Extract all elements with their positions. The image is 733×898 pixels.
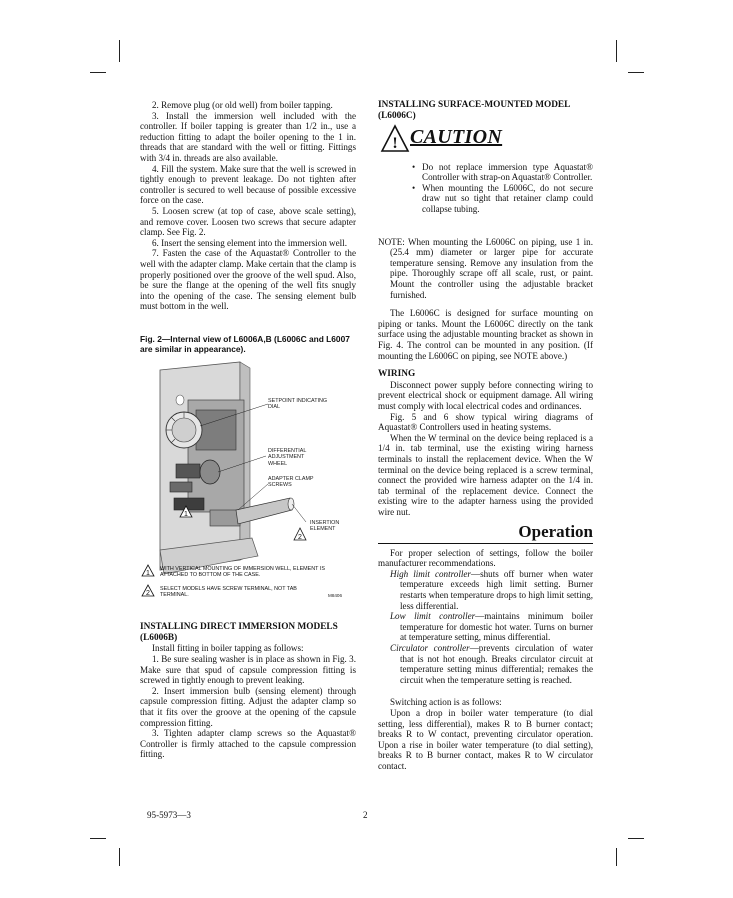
controller-item xyxy=(378,611,593,643)
figure-note: SELECT MODELS HAVE SCREW TERMINAL, NOT TAB TERMINAL. xyxy=(160,585,297,599)
paragraph: Fig. 5 and 6 show typical wiring diagrams of Aquastat® Controllers used in heating systems. xyxy=(378,411,593,433)
figure-2 xyxy=(140,360,360,618)
paragraph: For proper selection of settings, follow the boiler manufacturer recommendations. xyxy=(378,547,593,569)
label-differential-wheel: DIFFERENTIAL ADJUSTMENT WHEEL xyxy=(268,447,307,467)
controller-item xyxy=(378,643,593,685)
crop-mark xyxy=(616,848,617,866)
caution-list xyxy=(378,162,593,215)
label-insertion-element: INSERTION ELEMENT xyxy=(310,519,340,533)
step-paragraph: 4. Fill the system. Make sure that the well is screwed in tightly enough to prevent leakage. Do not tighten after controller is secured to well because of possible excessive force on the case. xyxy=(140,163,356,206)
paragraph: When the W terminal on the device being replaced is a 1/4 in. tab terminal, use the existing wiring harness terminals to install the replacement device. When the W terminal on the device being replaced is a screw terminal, connect the provided wire harness adapter on the 1/4 in. tab terminal of the replacement device. Connect the existing wire to the adapter harness using the provided wire nut. xyxy=(378,432,593,518)
crop-mark xyxy=(616,40,617,62)
right-column xyxy=(378,100,593,771)
figure-caption: Fig. 2—Internal view of L6006A,B (L6006C and L6007 are similar in appearance). xyxy=(140,333,350,354)
controller-text: —prevents circulation of water that is not hot enough. Breaks circulator circuit at temperature setting minus differential; remakes the circuit when the temperature setting is reached. xyxy=(400,642,593,685)
step-paragraph: 7. Fasten the case of the Aquastat® Controller to the well with the adapter clamp. Make certain that the clamp is properly positioned over the groove of the well spud. Also, be sure the flange at the opening of the well fits snugly into the opening of the case. The sensing element bulb must bottom in the well. xyxy=(140,248,356,312)
step-paragraph: 2. Remove plug (or old well) from boiler tapping. xyxy=(152,100,333,110)
controller-term: Circulator controller xyxy=(390,642,470,653)
section-heading: WIRING xyxy=(378,369,416,380)
step-paragraph: 3. Install the immersion well included with the controller. If boiler tapping is greater than 1/2 in., use a reduction fitting to adapt the boiler opening to the 1 in. threads that are standard with the well or fitting. Fittings with 3/4 in. threads are also available. xyxy=(140,110,356,163)
svg-text:1: 1 xyxy=(184,510,188,518)
step-paragraph: 6. Insert the sensing element into the immersion well. xyxy=(152,237,347,248)
warning-icon xyxy=(380,124,410,154)
page-number: 2 xyxy=(363,810,368,820)
controller-text: —shuts off burner when water temperature exceeds high limit setting. Burner restarts when temperature drops to high limit setting, less differential. xyxy=(400,568,593,611)
note-paragraph: NOTE: When mounting the L6006C on piping, use 1 in. (25.4 mm) diameter or larger pipe for accurate temperature sensing. Remove any insulation from the pipe. Thoroughly scrape off all scale, rust, or paint. Mount the controller using the adjustable bracket furnished. xyxy=(378,236,593,300)
left-column xyxy=(140,100,356,760)
controller-item xyxy=(378,569,593,611)
caution-header xyxy=(378,122,593,162)
label-setpoint-dial: SETPOINT INDICATING DIAL xyxy=(268,397,328,411)
paragraph: Disconnect power supply before connecting wiring to prevent electrical shock or equipment damage. All wiring must comply with local electrical codes and ordinances. xyxy=(378,379,593,412)
paragraph: Upon a drop in boiler water temperature (to dial setting, less differential), makes R to B burner contact; breaks R to W contact, preventing circulator operation. Upon a rise in boiler water temperature (to dial setting), breaks R to B burner contact, makes R to W circulator contact. xyxy=(378,707,593,771)
svg-text:2: 2 xyxy=(298,533,302,541)
step-paragraph: 5. Loosen screw (at top of case, above scale setting), and remove cover. Loosen two screws that secure adapter clamp. See Fig. 2. xyxy=(140,205,356,238)
crop-mark xyxy=(119,848,120,866)
controller-term: High limit controller xyxy=(390,568,471,579)
document-number: 95-5973—3 xyxy=(147,810,191,820)
controller-text: —maintains minimum boiler temperature for domestic hot water. Turns on burner at temperature setting, minus differential. xyxy=(400,611,593,643)
crop-mark xyxy=(628,838,644,839)
step-paragraph: 3. Tighten adapter clamp screws so the Aquastat® Controller is firmly attached to the capsule compression fitting. xyxy=(140,728,356,760)
caution-item: • When mounting the L6006C, do not secure draw nut so tight that retainer clamp could collapse tubing. xyxy=(422,183,593,215)
caution-title: CAUTION xyxy=(410,125,503,148)
paragraph: Switching action is as follows: xyxy=(390,697,502,708)
svg-text:!: ! xyxy=(392,134,398,152)
section-heading: INSTALLING SURFACE-MOUNTED MODEL (L6006C) xyxy=(378,100,570,121)
figure-note: WITH VERTICAL MOUNTING OF IMMERSION WELL, ELEMENT IS ATTACHED TO BOTTOM OF THE CASE. xyxy=(160,565,325,579)
svg-text:2: 2 xyxy=(146,589,150,597)
step-paragraph: 2. Insert immersion bulb (sensing element) through capsule compression fitting. Adjust the adapter clamp so that it fits over the groove at the opening of the capsule compression fitting. xyxy=(140,685,356,728)
step-paragraph: 1. Be sure sealing washer is in place as shown in Fig. 3. Make sure that spud of capsule compression fitting is screwed in tightly enough to prevent leaking. xyxy=(140,654,356,686)
operation-heading: Operation xyxy=(378,522,593,544)
svg-text:1: 1 xyxy=(146,569,150,577)
paragraph: Install fitting in boiler tapping as follows: xyxy=(152,643,304,654)
section-heading: INSTALLING DIRECT IMMERSION MODELS (L6006B) xyxy=(140,621,338,643)
crop-mark xyxy=(628,72,644,73)
crop-mark xyxy=(90,72,106,73)
caution-item: • Do not replace immersion type Aquastat® Controller with strap-on Aquastat® Controller. xyxy=(422,162,593,183)
figure-code: M8406 xyxy=(328,592,343,598)
controller-term: Low limit controller xyxy=(390,611,476,622)
crop-mark xyxy=(90,838,106,839)
label-adapter-clamp: ADAPTER CLAMP SCREWS xyxy=(268,475,314,489)
paragraph: The L6006C is designed for surface mounting on piping or tanks. Mount the L6006C directly on the tank surface using the adjustable mounting bracket as shown in Fig. 4. The control can be mounted in any position. (If mounting the L6006C on piping, see NOTE above.) xyxy=(378,308,593,361)
crop-mark xyxy=(119,40,120,62)
